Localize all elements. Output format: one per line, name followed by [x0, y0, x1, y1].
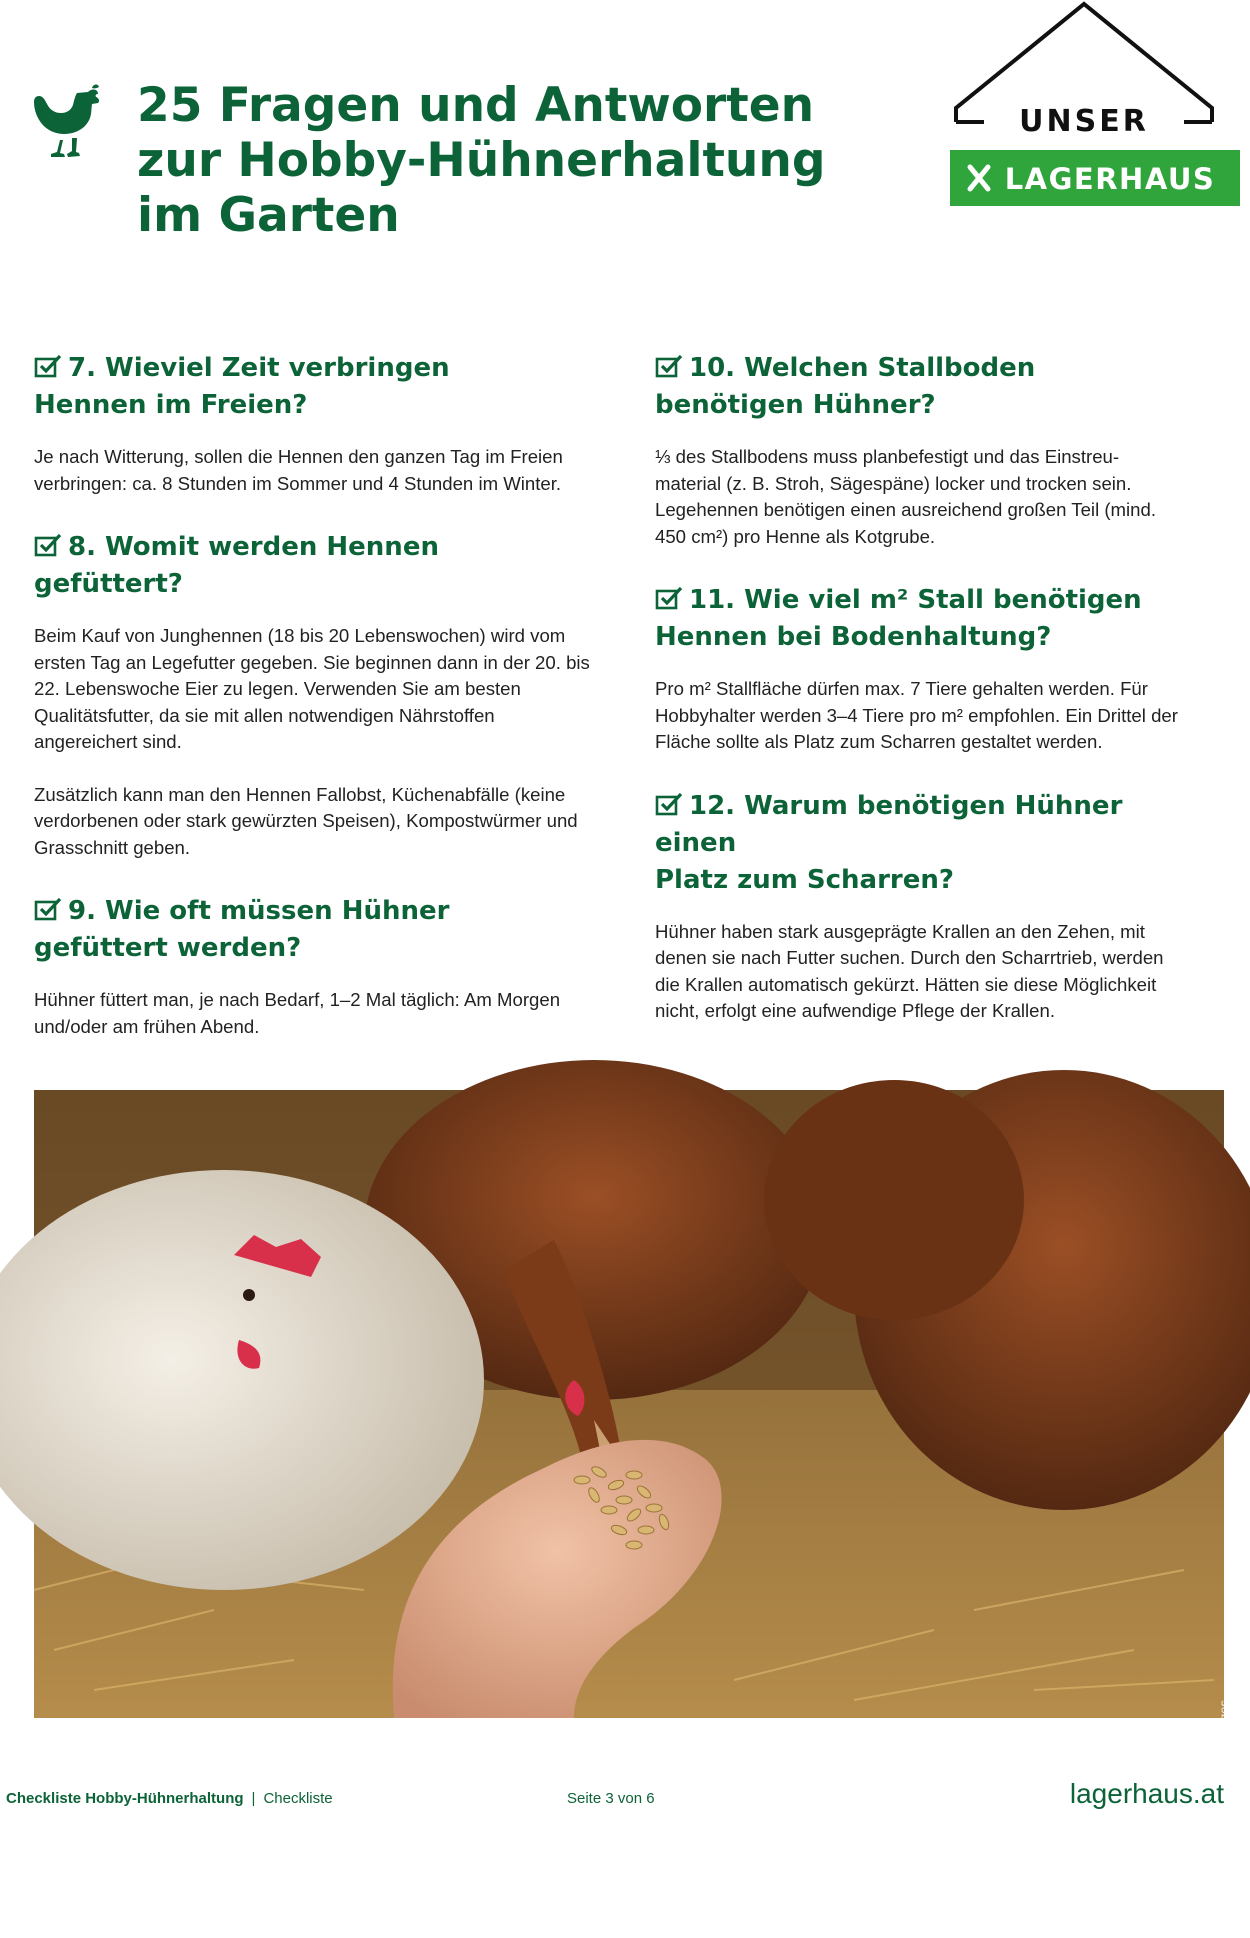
left-column [34, 350, 594, 1072]
question-line1: 7. Wieviel Zeit verbringen [68, 353, 450, 383]
question-heading [655, 350, 1185, 424]
hen-icon [26, 82, 102, 160]
answer-paragraph: Zusätzlich kann man den Hennen Fallobst, Küchenabfälle (keine verdorbenen oder stark gewürzten Speisen), Kompostwürmer und Grasschnitt geben. [34, 783, 578, 858]
footer-website-link[interactable]: lagerhaus.at [1069, 1778, 1224, 1809]
checkbox-checked-icon [655, 586, 683, 610]
checkbox-checked-icon [34, 897, 62, 921]
brand-logo-bottom-text: LAGERHAUS [1004, 162, 1216, 196]
qa-item-11 [655, 582, 1185, 756]
checkbox-checked-icon [34, 533, 62, 557]
checkbox-checked-icon [655, 354, 683, 378]
qa-item-12 [655, 788, 1185, 1025]
footer-separator: | [251, 1790, 256, 1807]
checkbox-checked-icon [655, 792, 683, 816]
footer-document-info [6, 1790, 333, 1807]
answer-paragraph: Beim Kauf von Junghennen (18 bis 20 Lebenswochen) wird vom ersten Tag an Legefutter gegeben. Sie beginnen dann in der 20. bis 22. Lebenswoche Eier zu legen. Verwenden Sie am besten Qualitätsfutter, da sie mit allen notwendigen Nährstoffen angereichert sind. [34, 625, 590, 752]
answer-paragraph: Je nach Witterung, sollen die Hennen den ganzen Tag im Freien verbringen: ca. 8 Stunden im Sommer und 4 Stunden im Winter. [34, 446, 563, 494]
answer-paragraph: Pro m² Stallfläche dürfen max. 7 Tiere gehalten werden. Für Hobbyhalter werden 3–4 Tiere pro m² empfohlen. Ein Drittel der Fläche sollte als Platz zum Scharren gestaltet werden. [655, 678, 1178, 752]
question-line1: 10. Welchen Stallboden [689, 353, 1036, 383]
page-title-line3: im Garten [137, 188, 400, 243]
question-line2: benötigen Hühner? [655, 390, 936, 420]
question-line1: 12. Warum benötigen Hühner einen [655, 790, 1123, 858]
question-line1: 9. Wie oft müssen Hühner [68, 896, 450, 926]
brand-logo [950, 0, 1246, 210]
question-heading [34, 893, 594, 967]
question-heading [34, 529, 594, 603]
footer [0, 1768, 1250, 1828]
question-heading [655, 582, 1185, 656]
qa-item-7 [34, 350, 594, 497]
checkbox-checked-icon [34, 354, 62, 378]
question-line2: Hennen im Freien? [34, 390, 308, 420]
qa-item-10 [655, 350, 1185, 550]
question-line1: 11. Wie viel m² Stall benötigen [689, 585, 1142, 615]
question-line2: Hennen bei Bodenhaltung? [655, 622, 1052, 652]
qa-item-9 [34, 893, 594, 1040]
question-line1: 8. Womit werden Hennen gefüttert? [34, 532, 439, 599]
question-heading [34, 350, 594, 424]
brand-logo-top-text: UNSER [1019, 104, 1149, 139]
right-column [655, 350, 1185, 1057]
page-title-line2: zur Hobby-Hühnerhaltung [137, 133, 826, 188]
page-title-line1: 25 Fragen und Antworten [137, 78, 815, 133]
answer-paragraph: ⅓ des Stallbodens muss planbefestigt und das Einstreu-material (z. B. Stroh, Sägespäne) locker und trocken sein. Legehennen benötigen einen ausreichend großen Teil (mind. 450 cm²) pro Henne als Kotgrube. [655, 446, 1157, 547]
footer-doc-type: Checkliste [263, 1790, 333, 1807]
question-heading [655, 788, 1185, 899]
photo-credit: © jetstream4wd | iStock via Getty Images [1217, 1700, 1232, 1938]
footer-doc-title: Checkliste Hobby-Hühnerhaltung [6, 1790, 244, 1807]
footer-page-number: Seite 3 von 6 [567, 1790, 655, 1807]
question-line2: Platz zum Scharren? [655, 864, 954, 895]
answer-paragraph: Hühner haben stark ausgeprägte Krallen an den Zehen, mit denen sie nach Futter suchen. Durch den Scharrtrieb, werden die Krallen automatisch gekürzt. Hätten sie diese Möglichkeit nicht, erfolgt eine aufwendige Pflege der Krallen. [655, 920, 1164, 1021]
question-line2: gefüttert werden? [34, 933, 302, 963]
qa-item-8 [34, 529, 594, 861]
answer-paragraph: Hühner füttert man, je nach Bedarf, 1–2 Mal täglich: Am Morgen und/oder am frühen Abend. [34, 989, 561, 1037]
page-title [137, 78, 857, 243]
